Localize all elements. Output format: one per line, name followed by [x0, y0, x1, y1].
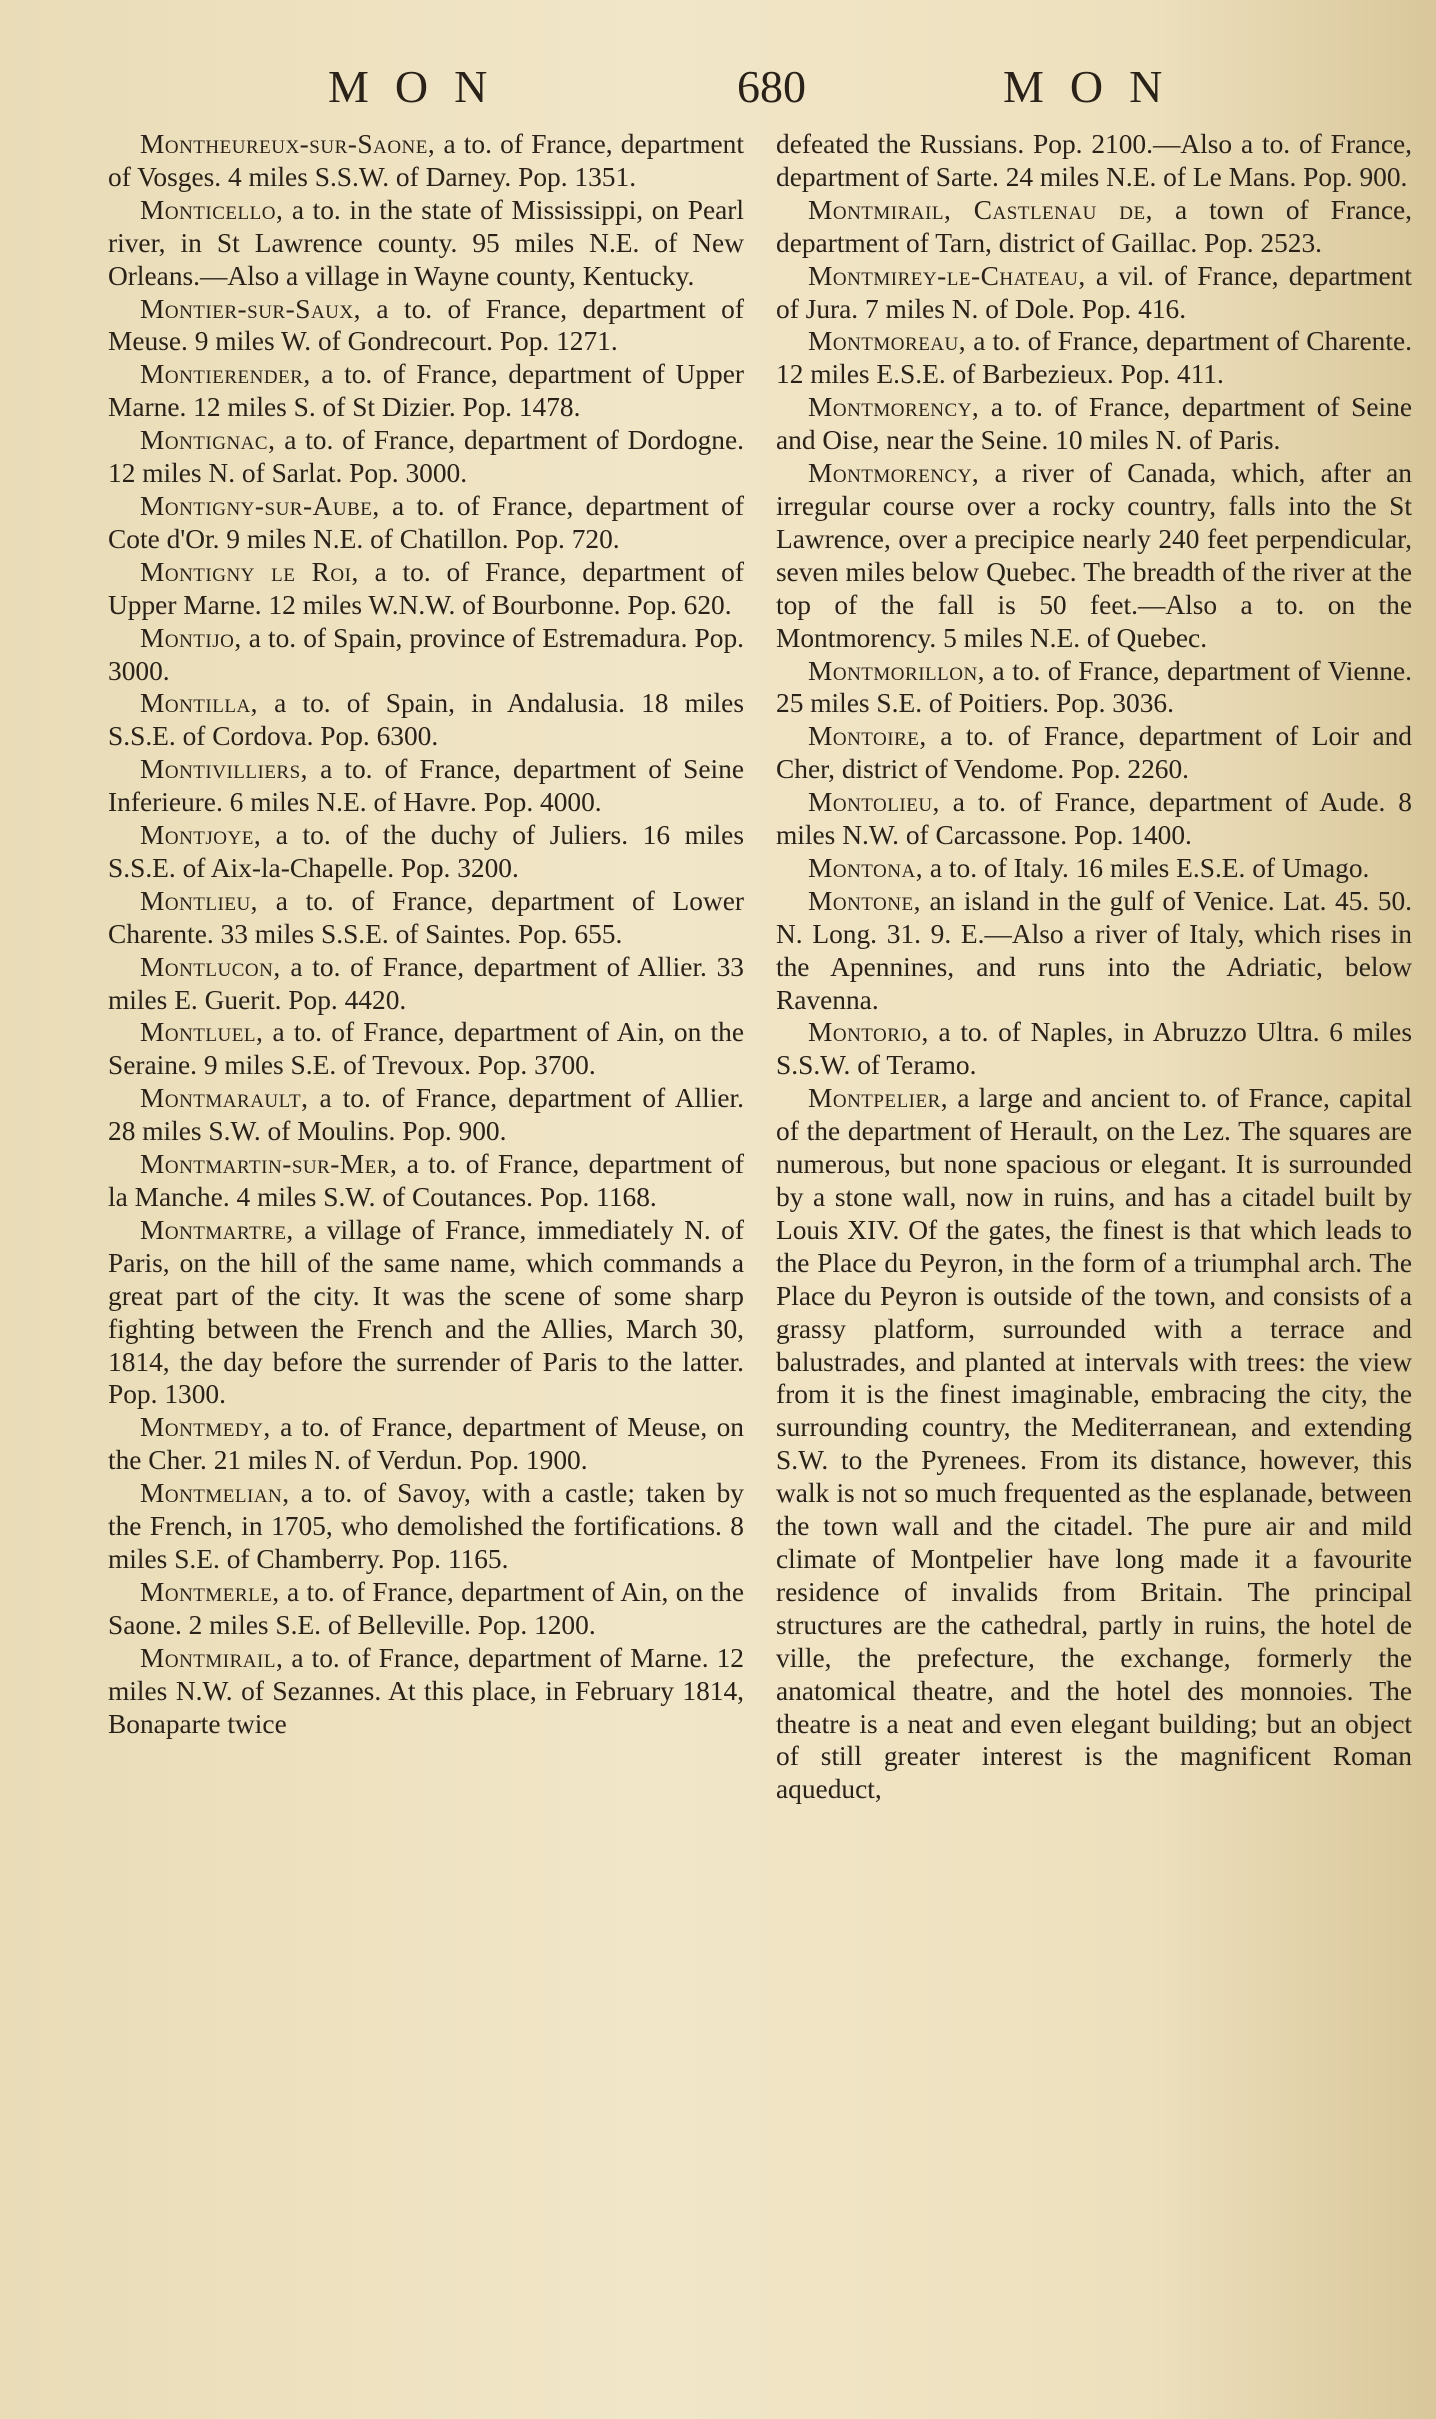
- entry-text: a to. of France, department of Aude. 8 miles N.W. of Carcassone. Pop. 1400.: [776, 787, 1412, 851]
- entry: [108, 687, 744, 753]
- entry: [776, 391, 1412, 457]
- running-header: [0, 60, 1436, 120]
- entry: [108, 1477, 744, 1576]
- entry: [776, 655, 1412, 721]
- entry: [776, 260, 1412, 326]
- entry: [108, 1411, 744, 1477]
- entry: [776, 1082, 1412, 1806]
- entry-headword: Montier-sur-Saux,: [140, 293, 361, 324]
- entry-text: a to. of France, department of Cote d'Or. 9 miles N.E. of Chatillon. Pop. 720.: [108, 490, 744, 554]
- entry-headword: Montone,: [808, 885, 921, 916]
- entry-headword: Montlieu,: [140, 885, 259, 916]
- entry-headword: Montierender,: [140, 359, 311, 390]
- entry-text: a to. of France, department of Meuse, on the Cher. 21 miles N. of Verdun. Pop. 1900.: [108, 1412, 744, 1476]
- entry-text: a to. of Italy. 16 miles E.S.E. of Umago.: [923, 852, 1370, 883]
- entry-headword: Montignac,: [140, 425, 276, 456]
- entry: [108, 1016, 744, 1082]
- entry-text: a to. of Savoy, with a castle; taken by the French, in 1705, who demolished the fortifications. 8 miles S.E. of Chamberry. Pop. 1165.: [108, 1478, 744, 1574]
- entry-headword: Montmedy,: [140, 1412, 271, 1443]
- entry-text: a to. of the duchy of Juliers. 16 miles S.S.E. of Aix-la-Chapelle. Pop. 3200.: [108, 820, 744, 883]
- entry-headword: Montluel,: [140, 1017, 264, 1048]
- entry-text: a to. of France, department of Seine and Oise, near the Seine. 10 miles N. of Paris.: [776, 392, 1412, 456]
- entry-text: a large and ancient to. of France, capital of the department of Herault, on the Lez. The squares are numerous, but none spacious or elegant. It is surrounded by a stone wall, now in ruins, and has a citadel built by Louis XIV. Of the gates, the finest is that which leads to the Place du Peyron, in the form of a triumphal arch. The Place du Peyron is outside of the town, and consists of a grassy platform, surrounded with a terrace and balustrades, and planted at intervals with trees: the view from it is the finest imaginable, embracing the city, the surrounding country, the Mediterranean, and extending S.W. to the Pyrenees. From its distance, however, this walk is not so much frequented as the esplanade, between the town wall and the citadel. The pure air and mild climate of Montpelier have long made it a favourite residence of invalids from Britain. The principal structures are the cathedral, partly in ruins, the hotel de ville, the prefecture, the exchange, formerly the anatomical theatre, and the hotel des monnoies. The theatre is a neat and even elegant building; but an object of still greater interest is the magnificent Roman aqueduct,: [776, 1083, 1412, 1805]
- entry: [108, 951, 744, 1017]
- entry-text: a to. of France, department of Allier. 28 miles S.W. of Moulins. Pop. 900.: [108, 1083, 744, 1147]
- entry: [776, 325, 1412, 391]
- entry: [108, 424, 744, 490]
- entry-headword: Montigny-sur-Aube,: [140, 490, 380, 521]
- entry: [108, 1082, 744, 1148]
- entry-text: a to. of Naples, in Abruzzo Ultra. 6 miles S.S.W. of Teramo.: [776, 1017, 1412, 1081]
- entry-text: a to. of France, department of Dordogne. 12 miles N. of Sarlat. Pop. 3000.: [108, 425, 744, 489]
- entry: [108, 885, 744, 951]
- entry-text: a town of France, department of Tarn, district of Gaillac. Pop. 2523.: [776, 194, 1412, 258]
- entry: [776, 1016, 1412, 1082]
- entry-text: a to. of France, department of Vosges. 4 miles S.S.W. of Darney. Pop. 1351.: [108, 129, 744, 192]
- entry: [776, 885, 1412, 1017]
- entry-text: a to. of Spain, province of Estremadura. Pop. 3000.: [108, 622, 744, 686]
- entry-headword: Montmorency,: [808, 458, 980, 489]
- entry-headword: Montorio,: [808, 1017, 929, 1048]
- left-column: [108, 128, 744, 1740]
- entry-text: a village of France, immediately N. of Paris, on the hill of the same name, which commands a great part of the city. It was the scene of some sharp fighting between the French and the Allies, March 30, 1814, the day before the surrender of Paris to the latter. Pop. 1300.: [108, 1214, 744, 1410]
- entry: [108, 1214, 744, 1411]
- entry-headword: Montmoreau,: [808, 326, 967, 357]
- entry-text: a to. of France, department of Upper Marne. 12 miles W.N.W. of Bourbonne. Pop. 620.: [108, 556, 744, 620]
- entry: [108, 819, 744, 885]
- entry-headword: Montmirail,: [140, 1642, 284, 1673]
- entry-text: a to. of France, department of Upper Marne. 12 miles S. of St Dizier. Pop. 1478.: [108, 359, 744, 423]
- entry: [776, 852, 1412, 885]
- entry-headword: Montona,: [808, 852, 924, 883]
- header-left-word: MON: [328, 61, 514, 112]
- entry-text: a to. of France, department of Ain, on the Seraine. 9 miles S.E. of Trevoux. Pop. 3700.: [108, 1017, 744, 1081]
- entry-text: a to. of France, department of Seine Inferieure. 6 miles N.E. of Havre. Pop. 4000.: [108, 754, 744, 818]
- entry: [108, 1576, 744, 1642]
- entry: [108, 556, 744, 622]
- entry: [108, 358, 744, 424]
- entry-headword: Montolieu,: [808, 787, 940, 818]
- entry-headword: Montlucon,: [140, 951, 281, 982]
- entry: [776, 720, 1412, 786]
- entry: [108, 490, 744, 556]
- entry: [776, 457, 1412, 654]
- entry-headword: Monticello,: [140, 194, 284, 225]
- entry-headword: Montoire,: [808, 721, 927, 752]
- entry-text: a to. of France, department of Loir and Cher, district of Vendome. Pop. 2260.: [776, 721, 1412, 785]
- entry: [776, 786, 1412, 852]
- entry: [108, 128, 744, 194]
- entry: [108, 293, 744, 359]
- entry-headword: Montigny le Roi,: [140, 556, 359, 587]
- entry-headword: Montivilliers,: [140, 754, 309, 785]
- entry-headword: Montijo,: [140, 622, 242, 653]
- entry-headword: Montmartin-sur-Mer,: [140, 1149, 398, 1180]
- entry-headword: Montmirey-le-Chateau,: [808, 260, 1086, 291]
- entry-text: a to. of France, department of Charente. 12 miles E.S.E. of Barbezieux. Pop. 411.: [776, 326, 1412, 390]
- entry-headword: Montmirail, Castlenau de,: [808, 194, 1153, 225]
- entry-headword: Montmarault,: [140, 1083, 309, 1114]
- entry-text: a river of Canada, which, after an irregular course over a rocky country, falls into the St Lawrence, over a precipice nearly 240 feet perpendicular, seven miles below Quebec. The breadth of the river at the top of the fall is 50 feet.—Also a to. on the Montmorency. 5 miles N.E. of Quebec.: [776, 458, 1412, 653]
- entry-headword: Montmerle,: [140, 1576, 280, 1607]
- entry-text: a vil. of France, department of Jura. 7 miles N. of Dole. Pop. 416.: [776, 260, 1412, 324]
- entry-text: a to. of Spain, in Andalusia. 18 miles S.S.E. of Cordova. Pop. 6300.: [108, 688, 744, 752]
- entry: [108, 1148, 744, 1214]
- entry-text: a to. of France, department of Meuse. 9 miles W. of Gondrecourt. Pop. 1271.: [108, 293, 744, 357]
- page-number: 680: [737, 61, 806, 112]
- entry-headword: Montmorency,: [808, 392, 980, 423]
- header-right-word: MON: [1003, 61, 1189, 112]
- entry-text: a to. of France, department of Vienne. 25 miles S.E. of Poitiers. Pop. 3036.: [776, 655, 1412, 719]
- entry-headword: Montpelier,: [808, 1083, 949, 1114]
- entry-continuation: [776, 128, 1412, 194]
- entry-headword: Montilla,: [140, 688, 259, 719]
- entry: [108, 194, 744, 293]
- entry-text: an island in the gulf of Venice. Lat. 45. 50. N. Long. 31. 9. E.—Also a river of Italy, which rises in the Apennines, and runs into the Adriatic, below Ravenna.: [776, 885, 1412, 1015]
- right-column: [776, 128, 1412, 1806]
- entry-headword: Montjoye,: [140, 820, 262, 851]
- entry-text: a to. of France, department of Allier. 33 miles E. Guerit. Pop. 4420.: [108, 951, 744, 1015]
- entry-text: a to. of France, department of Lower Charente. 33 miles S.S.E. of Saintes. Pop. 655.: [108, 885, 744, 949]
- entry-text: a to. of France, department of la Manche. 4 miles S.W. of Coutances. Pop. 1168.: [108, 1149, 744, 1212]
- entry-text: defeated the Russians. Pop. 2100.—Also a to. of France, department of Sarte. 24 miles N.E. of Le Mans. Pop. 900.: [776, 129, 1412, 192]
- entry-headword: Montmorillon,: [808, 655, 986, 686]
- entry-headword: Montmartre,: [140, 1214, 294, 1245]
- entry-text: a to. of France, department of Marne. 12 miles N.W. of Sezannes. At this place, in February 1814, Bonaparte twice: [108, 1642, 744, 1739]
- entry-headword: Montmelian,: [140, 1478, 290, 1509]
- entry: [108, 622, 744, 688]
- entry-text: a to. in the state of Mississippi, on Pearl river, in St Lawrence county. 95 miles N.E. of New Orleans.—Also a village in Wayne county, Kentucky.: [108, 194, 744, 291]
- entry-headword: Montheureux-sur-Saone,: [140, 129, 436, 159]
- entry: [108, 753, 744, 819]
- entry: [776, 194, 1412, 260]
- entry: [108, 1642, 744, 1741]
- entry-text: a to. of France, department of Ain, on the Saone. 2 miles S.E. of Belleville. Pop. 1200.: [108, 1576, 744, 1640]
